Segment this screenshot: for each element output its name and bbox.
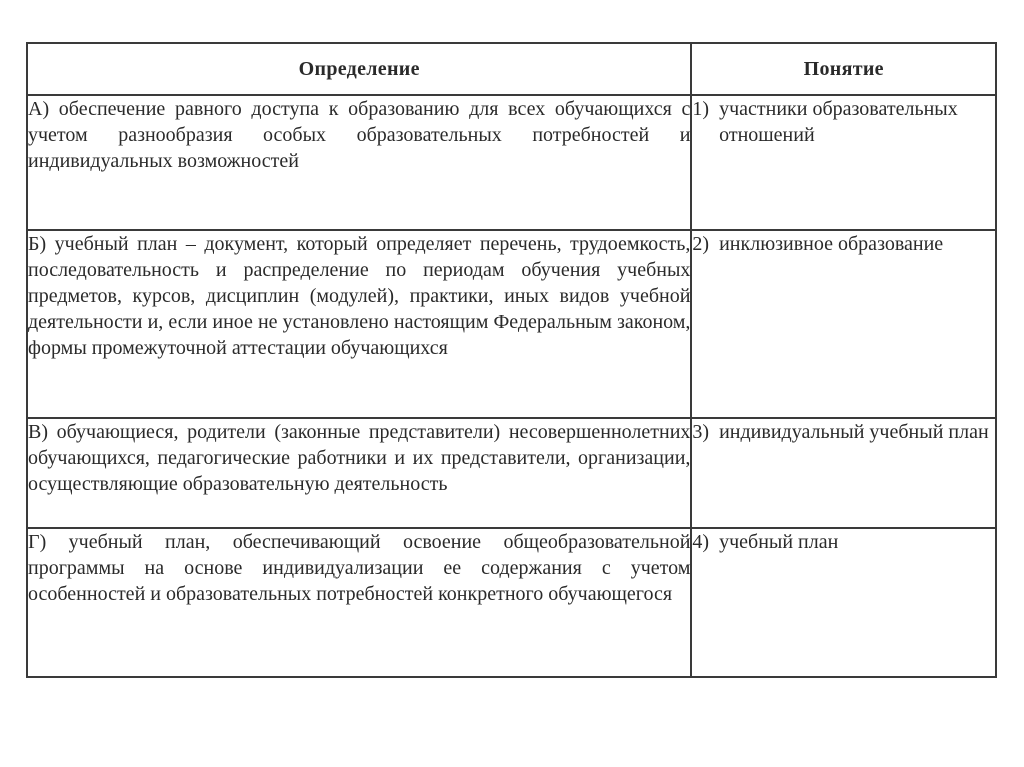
concept-cell-2 [691, 230, 996, 418]
concept-number: 2) [692, 233, 710, 255]
concept-number: 3) [692, 421, 710, 443]
concept-cell-1 [691, 95, 996, 230]
table-header-row [27, 43, 996, 95]
table-row [27, 95, 996, 230]
concept-cell-4 [691, 528, 996, 677]
concept-number: 1) [692, 98, 710, 120]
concept-number: 4) [692, 531, 710, 553]
definition-concept-table [26, 42, 997, 678]
definition-cell-a: А) обеспечение равного доступа к образованию для всех обучающихся с учетом разнообразия особых образовательных потребностей и индивидуальных возможностей [27, 95, 691, 230]
concept-text: инклюзивное образование [719, 233, 944, 255]
header-concept: Понятие [691, 43, 996, 95]
definition-cell-g: Г) учебный план, обеспечивающий освоение общеобразовательной программы на основе индивидуализации ее содержания с учетом особенностей и образовательных потребностей конкретного обучающегося [27, 528, 691, 677]
concept-text: учебный план [719, 531, 839, 553]
concept-cell-3 [691, 418, 996, 528]
header-definition: Определение [27, 43, 691, 95]
concept-text: индивидуальный учебный план [719, 421, 989, 443]
definition-cell-b: Б) учебный план – документ, который определяет перечень, трудоемкость, последовательность и распределение по периодам обучения учебных предметов, курсов, дисциплин (модулей), практики, иных видов учебной деятельности и, если иное не установлено настоящим Федеральным законом, формы промежуточной аттестации обучающихся [27, 230, 691, 418]
table-row [27, 418, 996, 528]
table-row [27, 230, 996, 418]
definition-cell-v: В) обучающиеся, родители (законные представители) несовершеннолетних обучающихся, педагогические работники и их представители, организации, осуществляющие образовательную деятельность [27, 418, 691, 528]
concept-text: участники образовательных отношений [719, 98, 958, 146]
table-row [27, 528, 996, 677]
